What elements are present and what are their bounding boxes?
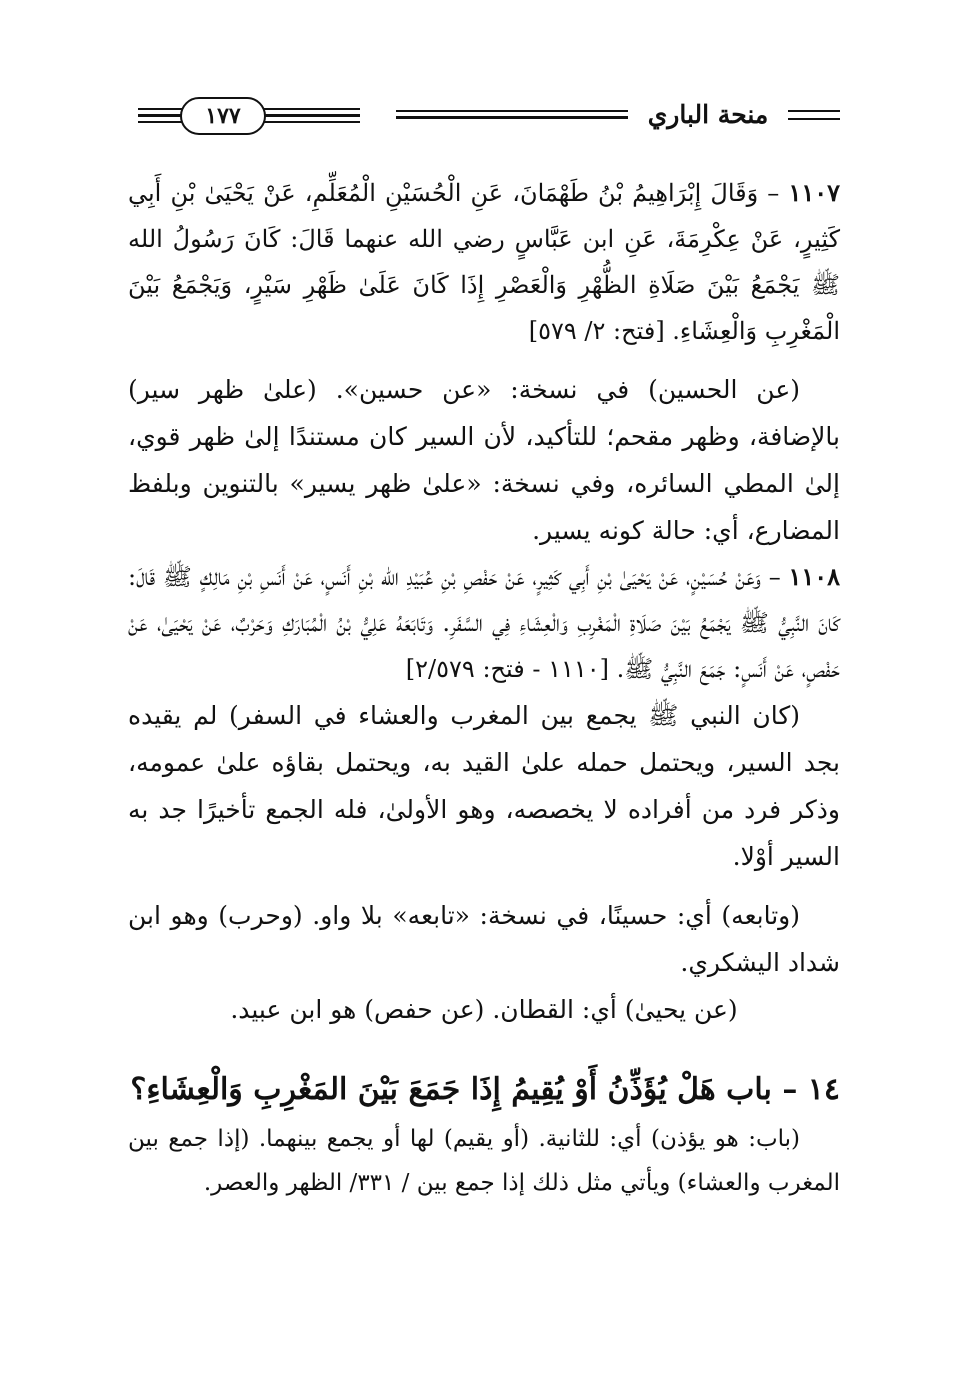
header-rule <box>396 110 628 112</box>
chapter-commentary: (باب: هو يؤذن) أي: للثانية. (أو يقيم) لها أو يجمع بينهما. (إذا جمع بين المغرب والعشاء) ويأتي مثل ذلك إذا جمع بين / ٣٣١/ الظهر والعصر. <box>128 1126 840 1196</box>
hadith-text: – وَقَالَ إِبْرَاهِيمُ بْنُ طَهْمَانَ، عَنِ الْحُسَيْنِ الْمُعَلِّمِ، عَنْ يَحْيَىٰ بْنِ أَبِي كَثِيرٍ، عَنْ عِكْرِمَةَ، عَنِ ابن عَبَّاسٍ رضي الله عنهما قَالَ: كَانَ رَسُولُ الله ﷺ يَجْمَعُ بَيْنَ صَلَاةِ الظُّهْرِ وَالْعَصْرِ إِذَا كَانَ عَلَىٰ ظَهْرِ سَيْرٍ، وَيَجْمَعُ بَيْنَ الْمَغْرِبِ وَالْعِشَاءِ. [فتح: ٢/ ٥٧٩] <box>128 179 840 345</box>
hadith-text: – وَعَنْ حُسَيْنٍ، عَنْ يَحْيَىٰ بْنِ أَبِي كَثِيرٍ، عَنْ حَفْصِ بْنِ عُبَيْدِ الله بْنِ أَنَسٍ، عَنْ أَنَسِ بْنِ مَالِكٍ ﷺ قَالَ: كَانَ النَّبِيُّ ﷺ يَجْمَعُ بَيْنَ صَلَاةِ الْمَغْرِبِ وَالْعِشَاءِ فِي السَّفَرِ. وَتَابَعَهُ عَلِيُّ بْنُ الْمُبَارَكِ وَحَرْبٌ، عَنْ يَحْيَىٰ، عَنْ حَفْصٍ، عَنْ أَنَسٍ: جَمَعَ النَّبِيُّ ﷺ. [١١١٠ - فتح: ٢/٥٧٩] <box>128 563 840 683</box>
chapter-heading: ١٤ – باب هَلْ يُؤَذِّنُ أَوْ يُقِيمُ إِذَا جَمَعَ بَيْنَ المَغْرِبِ وَالْعِشَاءِ؟ <box>130 1072 840 1107</box>
commentary-paragraph: (كان النبي ﷺ يجمع بين المغرب والعشاء في السفر) لم يقيده بجد السير، ويحتمل حمله علىٰ القيد به، ويحتمل بقاؤه علىٰ عمومه، وذكر فرد من أفراده لا يخصصه، وهو الأولىٰ، فله الجمع تأخيرًا جد به السير أوْلا. <box>128 701 840 871</box>
page-body <box>128 170 840 1205</box>
header-rule <box>788 118 840 120</box>
running-title: منحة الباري <box>647 99 769 129</box>
header-rule <box>396 116 628 119</box>
commentary-paragraph: (عن الحسين) في نسخة: «عن حسين». (علىٰ ظهر سير) بالإضافة، وظهر مقحم؛ للتأكيد، لأن السير كان مستندًا إلىٰ ظهر قوي، إلىٰ المطي السائره، وفي نسخة: «علىٰ ظهر يسير» بالتنوين وبلفظ المضارع، أي: حالة كونه يسير. <box>128 375 840 545</box>
running-header <box>128 94 840 144</box>
hadith-1107 <box>128 170 840 354</box>
header-rule <box>788 110 840 112</box>
hadith-number: ١١٠٨ <box>788 562 840 591</box>
commentary-paragraph: (عن يحيىٰ) أي: القطان. (عن حفص) هو ابن عبيد. <box>230 995 738 1024</box>
commentary-paragraph: (وتابعه) أي: حسينًا، في نسخة: «تابعه» بلا واو. (وحرب) وهو ابن شداد اليشكري. <box>128 901 840 977</box>
hadith-number: ١١٠٧ <box>788 178 840 207</box>
hadith-1108 <box>128 554 840 692</box>
page-number: ١٧٧ <box>180 97 266 135</box>
